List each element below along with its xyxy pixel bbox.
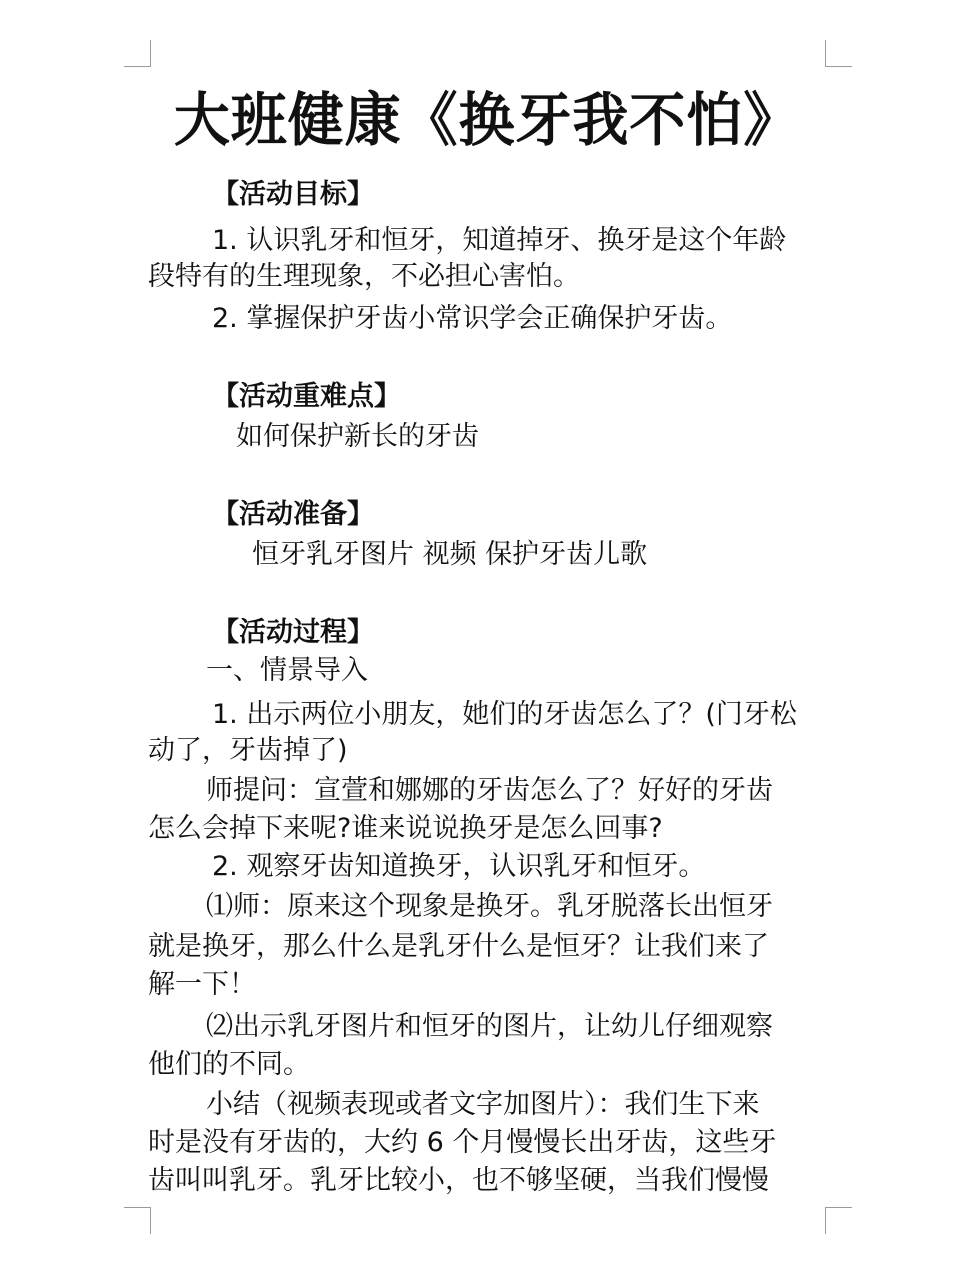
paragraph-line: ⑵出示乳牙图片和恒牙的图片，让幼儿仔细观察 [206, 1011, 773, 1042]
paragraph-line: 段特有的生理现象，不必担心害怕。 [148, 261, 580, 292]
paragraph-line: 2. 观察牙齿知道换牙，认识乳牙和恒牙。 [212, 851, 706, 882]
corner-mark-top-right [825, 40, 852, 67]
paragraph-line: 他们的不同。 [148, 1049, 310, 1080]
paragraph-line: 1. 出示两位小朋友，她们的牙齿怎么了？(门牙松 [212, 699, 797, 730]
paragraph-line: ⑴师：原来这个现象是换牙。乳牙脱落长出恒牙 [206, 891, 773, 922]
paragraph-line: 动了，牙齿掉了) [148, 735, 348, 766]
section-heading-goals: 【活动目标】 [212, 179, 374, 210]
paragraph-line: 恒牙乳牙图片 视频 保护牙齿儿歌 [252, 539, 648, 570]
paragraph-line: 2. 掌握保护牙齿小常识学会正确保护牙齿。 [212, 303, 733, 334]
paragraph-line: 解一下！ [148, 969, 256, 1000]
document-title: 大班健康《换牙我不怕》 [173, 86, 801, 154]
paragraph-line: 1. 认识乳牙和恒牙，知道掉牙、换牙是这个年龄 [212, 225, 787, 256]
corner-mark-bottom-left [124, 1207, 151, 1234]
subheading: 一、情景导入 [206, 655, 368, 686]
section-heading-process: 【活动过程】 [212, 617, 374, 648]
corner-mark-bottom-right [825, 1207, 852, 1234]
section-heading-key-points: 【活动重难点】 [212, 381, 401, 412]
paragraph-line: 师提问：宣萱和娜娜的牙齿怎么了？好好的牙齿 [206, 775, 773, 806]
paragraph-line: 怎么会掉下来呢?谁来说说换牙是怎么回事? [148, 813, 663, 844]
paragraph-line: 如何保护新长的牙齿 [236, 421, 479, 452]
paragraph-line: 就是换牙，那么什么是乳牙什么是恒牙？让我们来了 [148, 931, 769, 962]
paragraph-line: 齿叫叫乳牙。乳牙比较小，也不够坚硬，当我们慢慢 [148, 1165, 769, 1196]
corner-mark-top-left [124, 40, 151, 67]
section-heading-preparation: 【活动准备】 [212, 499, 374, 530]
paragraph-line: 小结（视频表现或者文字加图片）：我们生下来 [206, 1089, 760, 1120]
paragraph-line: 时是没有牙齿的，大约 6 个月慢慢长出牙齿，这些牙 [148, 1127, 777, 1158]
